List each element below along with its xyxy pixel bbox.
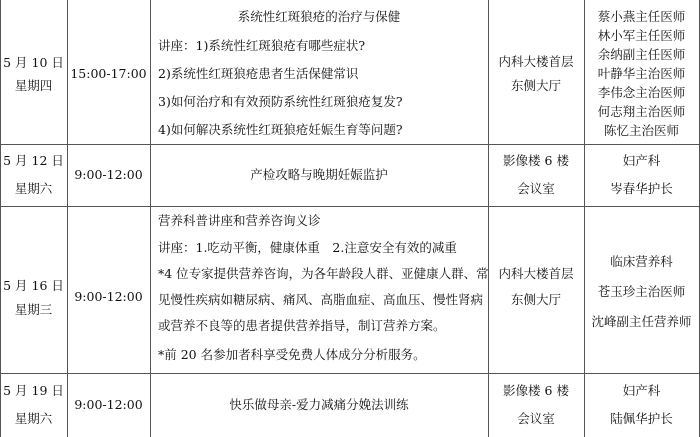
speaker: 妇产科 [622, 383, 661, 398]
session-title: 系统性红斑狼疮的治疗与保健 [237, 9, 401, 24]
speaker: 沈峰副主任营养师 [591, 314, 692, 329]
speaker: 临床营养科 [610, 254, 673, 269]
time-cell: 9:00-12:00 [74, 289, 143, 304]
session-line: *4 位专家提供营养咨询，为各年龄段人群、亚健康人群、常 [158, 266, 489, 281]
session-title: 快乐做母亲-爱力减痛分娩法训练 [229, 397, 409, 412]
row-border [0, 144, 700, 145]
session-line: 讲座：1)系统性红斑狼疮有哪些症状? [158, 38, 366, 53]
location-cell: 东侧大厅 [510, 292, 561, 307]
speaker: 叶静华主治医师 [597, 66, 686, 81]
session-line: 3)如何治疗和有效预防系统性红斑狼疮复发? [158, 94, 403, 109]
session-title: 营养科普讲座和营养咨询义诊 [158, 213, 321, 228]
location-cell: 东侧大厅 [510, 78, 561, 93]
row-border [0, 373, 700, 374]
weekday-cell: 星期六 [14, 411, 53, 426]
speaker: 陈忆主治医师 [603, 123, 679, 138]
col-border [150, 0, 151, 437]
session-line: *前 20 名参加者科享受免费人体成分分析服务。 [158, 347, 426, 362]
session-line: 2)系统性红斑狼疮患者生活保健常识 [158, 66, 359, 81]
speaker: 苍玉珍主治医师 [597, 284, 686, 299]
date-cell: 5 月 19 日 [3, 383, 64, 398]
date-cell: 5 月 12 日 [3, 153, 64, 168]
time-cell: 9:00-12:00 [74, 397, 143, 412]
time-cell: 9:00-12:00 [74, 167, 143, 182]
location-cell: 内科大楼首层 [498, 54, 574, 69]
session-line: 4)如何解决系统性红斑狼疮妊娠生育等问题? [158, 122, 403, 137]
speaker: 林小军主任医师 [597, 28, 686, 43]
speaker: 岑春华护长 [610, 181, 673, 196]
session-line: 见慢性疾病如糖尿病、痛风、高脂血症、高血压、慢性肾病 [158, 292, 484, 307]
speaker: 何志翔主治医师 [597, 104, 686, 119]
session-line: 讲座：1.吃动平衡，健康体重 2.注意安全有效的减重 [158, 240, 457, 255]
speaker: 李伟念主治医师 [597, 85, 686, 100]
date-cell: 5 月 16 日 [3, 278, 64, 293]
weekday-cell: 星期三 [14, 302, 53, 317]
location-cell: 会议室 [517, 411, 555, 426]
time-cell: 15:00-17:00 [70, 66, 147, 81]
speaker: 陆佩华护长 [610, 411, 673, 426]
session-line: 或营养不良等的患者提供营养指导，制订营养方案。 [158, 318, 446, 333]
location-cell: 影像楼 6 楼 [503, 383, 569, 398]
weekday-cell: 星期六 [14, 181, 53, 196]
session-title: 产检攻略与晚期妊娠监护 [250, 167, 388, 182]
location-cell: 内科大楼首层 [498, 266, 574, 281]
row-border [0, 206, 700, 207]
location-cell: 影像楼 6 楼 [503, 153, 569, 168]
speaker: 妇产科 [622, 153, 661, 168]
location-cell: 会议室 [517, 181, 555, 196]
speaker: 蔡小燕主任医师 [597, 9, 686, 24]
date-cell: 5 月 10 日 [3, 55, 64, 70]
speaker: 余纳副主任医师 [597, 47, 686, 62]
weekday-cell: 星期四 [14, 78, 53, 93]
